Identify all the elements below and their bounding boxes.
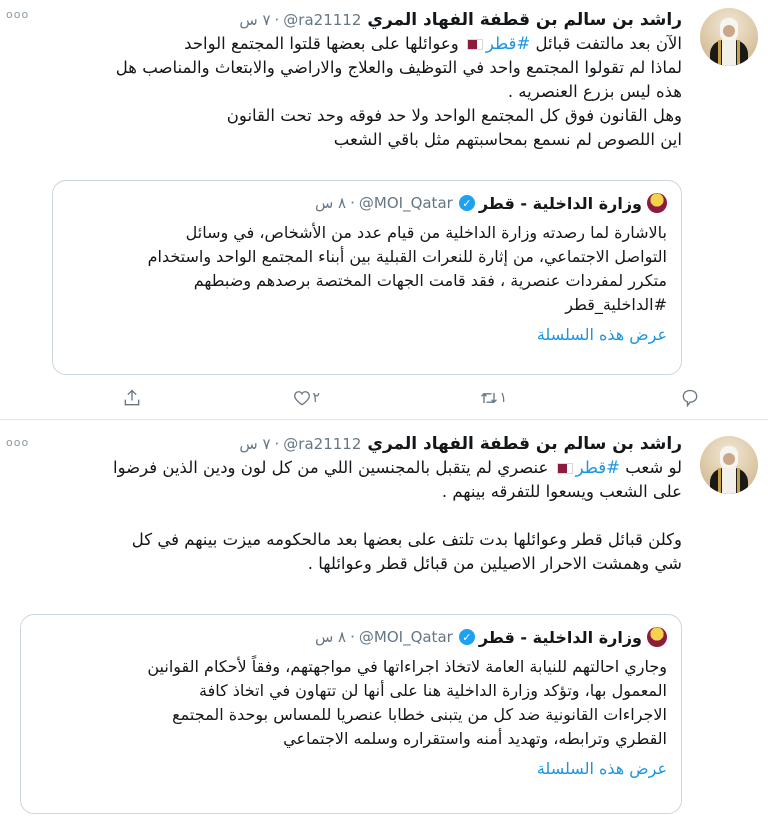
text-line: وكلن قبائل قطر وعوائلها بدت تلتف على بعضها بعد مالحكومه ميزت بينهم في كل xyxy=(131,530,682,549)
separator: · xyxy=(350,628,355,646)
text-line: على الشعب ويسعوا للتفرقه بينهم . xyxy=(441,482,682,501)
author-handle[interactable]: @ra21112 xyxy=(283,435,362,453)
avatar[interactable] xyxy=(700,436,758,494)
text-line: متكرر لمفردات عنصرية ، فقد قامت الجهات المختصة برصدهم وضبطهم xyxy=(193,271,667,290)
hashtag-link[interactable]: #الداخلية_قطر xyxy=(565,295,667,314)
quote-author-handle[interactable]: @MOI_Qatar xyxy=(358,194,453,212)
quoted-tweet[interactable] xyxy=(52,180,682,375)
quoted-tweet[interactable] xyxy=(20,614,682,814)
avatar[interactable] xyxy=(700,8,758,66)
timestamp[interactable]: ٧ س xyxy=(239,11,271,29)
reply-button[interactable] xyxy=(680,388,700,408)
text-segment: لو شعب xyxy=(619,458,682,477)
verified-badge-icon: ✓ xyxy=(459,195,475,211)
text-line: شي وهمشت الاحرار الاصيلين من قبائل قطر وعوائلها . xyxy=(307,554,682,573)
heart-icon xyxy=(292,388,312,408)
quote-author-name[interactable]: وزارة الداخلية - قطر xyxy=(478,627,642,647)
tweet-header xyxy=(20,432,682,456)
text-line: التواصل الاجتماعي، من إثارة للنعرات القبلية بين أبناء المجتمع الواحد واستخدام xyxy=(147,247,667,266)
retweet-icon xyxy=(479,388,499,408)
hashtag-link[interactable]: #قطر xyxy=(485,34,531,53)
separator: · xyxy=(350,194,355,212)
quote-header xyxy=(35,625,667,649)
quote-timestamp[interactable]: ٨ س xyxy=(314,194,347,212)
timestamp[interactable]: ٧ س xyxy=(239,435,271,453)
blank-line xyxy=(20,504,682,528)
text-line: اين اللصوص لم نسمع بمحاسبتهم مثل باقي الشعب xyxy=(333,130,682,149)
text-segment: الآن بعد مالتفت قبائل xyxy=(530,34,682,53)
like-button[interactable] xyxy=(292,388,328,408)
author-name[interactable]: راشد بن سالم بن قطفة الفهاد المري xyxy=(367,434,682,454)
text-line: وجاري احالتهم للنيابة العامة لاتخاذ اجراءاتها في مواجهتهم، وفقاً لأحكام القوانين xyxy=(147,657,667,676)
tweet[interactable] xyxy=(0,422,768,819)
text-line xyxy=(20,456,682,480)
tweet-content xyxy=(20,432,682,576)
author-handle[interactable]: @ra21112 xyxy=(283,11,362,29)
share-icon xyxy=(122,388,142,408)
quote-author-handle[interactable]: @MOI_Qatar xyxy=(358,628,453,646)
tweet-text xyxy=(20,456,682,576)
quote-timestamp[interactable]: ٨ س xyxy=(314,628,347,646)
more-icon[interactable]: ooo xyxy=(6,8,30,21)
text-line: وهل القانون فوق كل المجتمع الواحد ولا حد فوقه وحد تحت القانون xyxy=(226,106,682,125)
moi-emblem-icon xyxy=(647,193,667,213)
share-button[interactable] xyxy=(122,388,142,408)
tweet-actions xyxy=(110,388,700,416)
separator: · xyxy=(274,435,280,453)
tweet-content xyxy=(20,8,682,152)
quote-text xyxy=(35,655,667,751)
text-line: القطري وترابطه، وتهديد أمنه واستقراره وسلمه الاجتماعي xyxy=(283,729,667,748)
text-line: لماذا لم تقولوا المجتمع واحد في التوظيف والعلاج والاراضي والابتعاث والمناصب هل xyxy=(115,58,682,77)
text-line: المعمول بها، وتؤكد وزارة الداخلية هنا على أنها لن تتهاون في اتخاذ كافة xyxy=(198,681,667,700)
quote-author-name[interactable]: وزارة الداخلية - قطر xyxy=(478,193,642,213)
retweet-button[interactable] xyxy=(479,388,515,408)
qatar-flag-icon xyxy=(467,39,483,50)
verified-badge-icon: ✓ xyxy=(459,629,475,645)
text-line: هذه ليس بزرع العنصريه . xyxy=(507,82,682,101)
quote-header xyxy=(67,191,667,215)
tweet-header xyxy=(20,8,682,32)
text-line xyxy=(20,32,682,56)
like-count: ٢ xyxy=(312,390,320,406)
qatar-flag-icon xyxy=(557,463,573,474)
text-segment: عنصري لم يتقبل بالمجنسين اللي من كل لون ودين الذين فرضوا xyxy=(113,458,554,477)
show-thread-link[interactable]: عرض هذه السلسلة xyxy=(536,325,667,344)
text-line: الاجراءات القانونية ضد كل من يتبنى خطابا عنصريا للمساس بوحدة المجتمع xyxy=(172,705,667,724)
author-name[interactable]: راشد بن سالم بن قطفة الفهاد المري xyxy=(367,10,682,30)
hashtag-link[interactable]: #قطر xyxy=(575,458,620,477)
more-icon[interactable]: ooo xyxy=(6,436,30,449)
separator: · xyxy=(274,11,280,29)
reply-icon xyxy=(680,388,700,408)
text-line: بالاشارة لما رصدته وزارة الداخلية من قيام عدد من الأشخاص، في وسائل xyxy=(185,223,667,242)
show-thread-link[interactable]: عرض هذه السلسلة xyxy=(536,759,667,778)
moi-emblem-icon xyxy=(647,627,667,647)
text-segment: وعوائلها على بعضها قلتوا المجتمع الواحد xyxy=(184,34,464,53)
tweet-text xyxy=(20,32,682,152)
retweet-count: ١ xyxy=(499,390,507,406)
quote-text xyxy=(67,221,667,317)
